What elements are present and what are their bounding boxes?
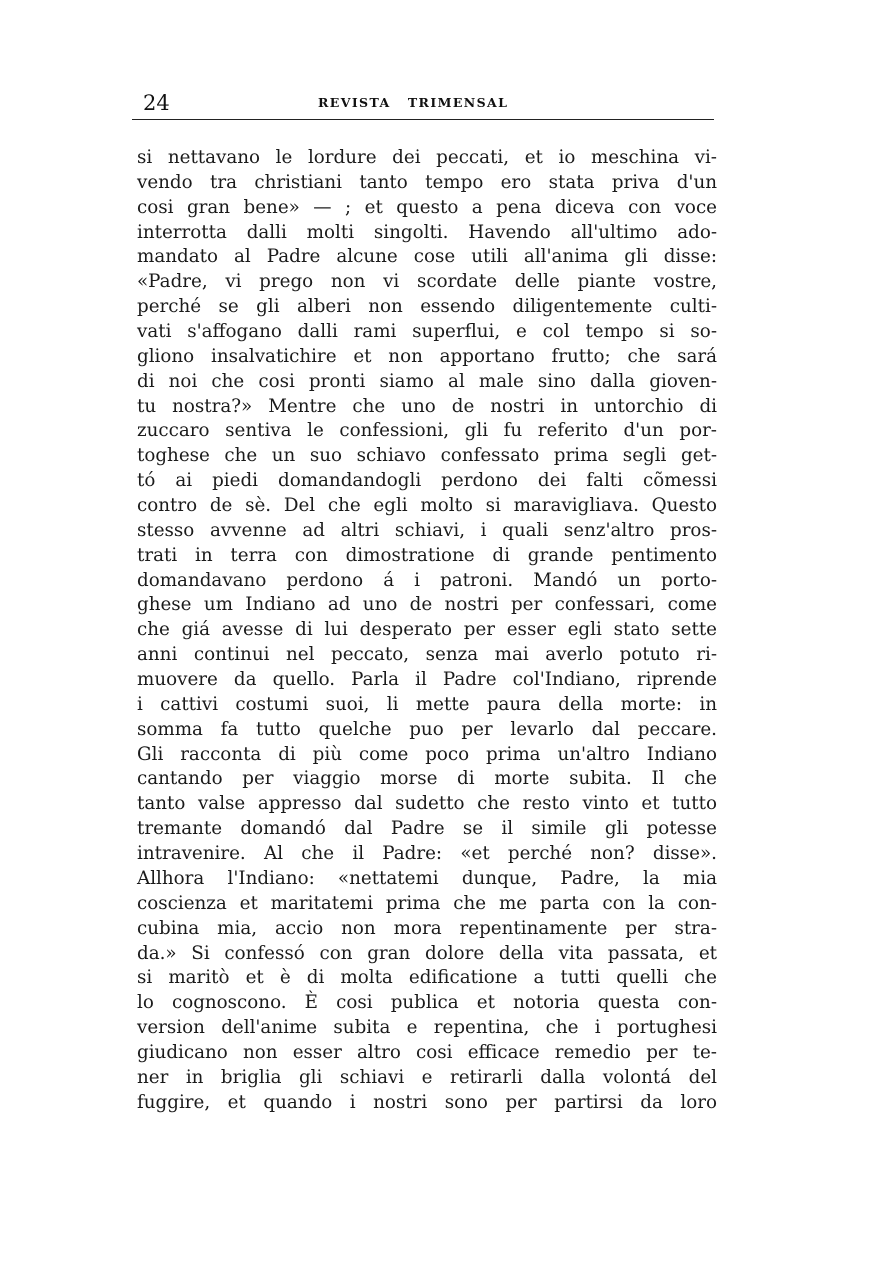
text-line: vati s'affogano dalli rami superflui, e col tempo si so- bbox=[137, 321, 717, 343]
text-line: cosi gran bene» — ; et questo a pena diceva con voce bbox=[137, 196, 717, 218]
text-line: somma fa tutto quelche puo per levarlo dal peccare. bbox=[137, 718, 717, 740]
text-line: perché se gli alberi non essendo diligentemente culti- bbox=[137, 296, 717, 318]
text-line: version dell'anime subita e repentina, che i portughesi bbox=[137, 1017, 717, 1039]
text-line: tremante domandó dal Padre se il simile gli potesse bbox=[137, 818, 717, 840]
text-line: contro de sè. Del che egli molto si maravigliava. Questo bbox=[137, 495, 717, 517]
page-number: 24 bbox=[143, 91, 170, 115]
text-line: Gli racconta di più come poco prima un'altro Indiano bbox=[137, 743, 717, 765]
text-line: vendo tra christiani tanto tempo ero stata priva d'un bbox=[137, 171, 717, 193]
text-line: si maritò et è di molta edificatione a tutti quelli che bbox=[137, 967, 717, 989]
text-line: coscienza et maritatemi prima che me parta con la con- bbox=[137, 892, 717, 914]
text-line: domandavano perdono á i patroni. Mandó un porto- bbox=[137, 569, 717, 591]
header-rule bbox=[132, 119, 714, 120]
text-line: ner in briglia gli schiavi e retirarli dalla volontá del bbox=[137, 1066, 717, 1088]
text-line: anni continui nel peccato, senza mai averlo potuto ri- bbox=[137, 644, 717, 666]
text-line: giudicano non esser altro cosi efficace remedio per te- bbox=[137, 1041, 717, 1063]
text-line: cantando per viaggio morse di morte subita. Il che bbox=[137, 768, 717, 790]
text-line: toghese che un suo schiavo confessato prima segli get- bbox=[137, 445, 717, 467]
text-line: zuccaro sentiva le confessioni, gli fu referito d'un por- bbox=[137, 420, 717, 442]
text-line: ghese um Indiano ad uno de nostri per confessari, come bbox=[137, 594, 717, 616]
text-line: tanto valse appresso dal sudetto che resto vinto et tutto bbox=[137, 793, 717, 815]
text-line: Allhora l'Indiano: «nettatemi dunque, Padre, la mia bbox=[137, 867, 717, 889]
text-line: lo cognoscono. È cosi publica et notoria questa con- bbox=[137, 992, 717, 1014]
text-line: cubina mia, accio non mora repentinamente per stra- bbox=[137, 917, 717, 939]
text-line: che giá avesse di lui desperato per esser egli stato sette bbox=[137, 619, 717, 641]
text-line: stesso avvenne ad altri schiavi, i quali senz'altro pros- bbox=[137, 519, 717, 541]
text-line: i cattivi costumi suoi, li mette paura della morte: in bbox=[137, 693, 717, 715]
text-line: trati in terra con dimostratione di grande pentimento bbox=[137, 544, 717, 566]
text-line: muovere da quello. Parla il Padre col'Indiano, riprende bbox=[137, 669, 717, 691]
text-line: fuggire, et quando i nostri sono per partirsi da loro bbox=[137, 1091, 717, 1113]
text-line: gliono insalvatichire et non apportano frutto; che sará bbox=[137, 345, 717, 367]
text-line: tu nostra?» Mentre che uno de nostri in untorchio di bbox=[137, 395, 717, 417]
text-line: di noi che cosi pronti siamo al male sino dalla gioven- bbox=[137, 370, 717, 392]
page-header bbox=[137, 90, 713, 116]
text-line: tó ai piedi domandandogli perdono dei falti cõmessi bbox=[137, 470, 717, 492]
running-head: REVISTA TRIMENSAL bbox=[318, 95, 509, 110]
text-line: mandato al Padre alcune cose utili all'anima gli disse: bbox=[137, 246, 717, 268]
body-text bbox=[137, 146, 717, 1116]
text-line: intravenire. Al che il Padre: «et perché non? disse». bbox=[137, 843, 717, 865]
text-line: si nettavano le lordure dei peccati, et io meschina vi- bbox=[137, 147, 717, 168]
text-line: interrotta dalli molti singolti. Havendo all'ultimo ado- bbox=[137, 221, 717, 243]
text-line: da.» Si confessó con gran dolore della vita passata, et bbox=[137, 942, 717, 964]
text-line: «Padre, vi prego non vi scordate delle piante vostre, bbox=[137, 271, 717, 293]
